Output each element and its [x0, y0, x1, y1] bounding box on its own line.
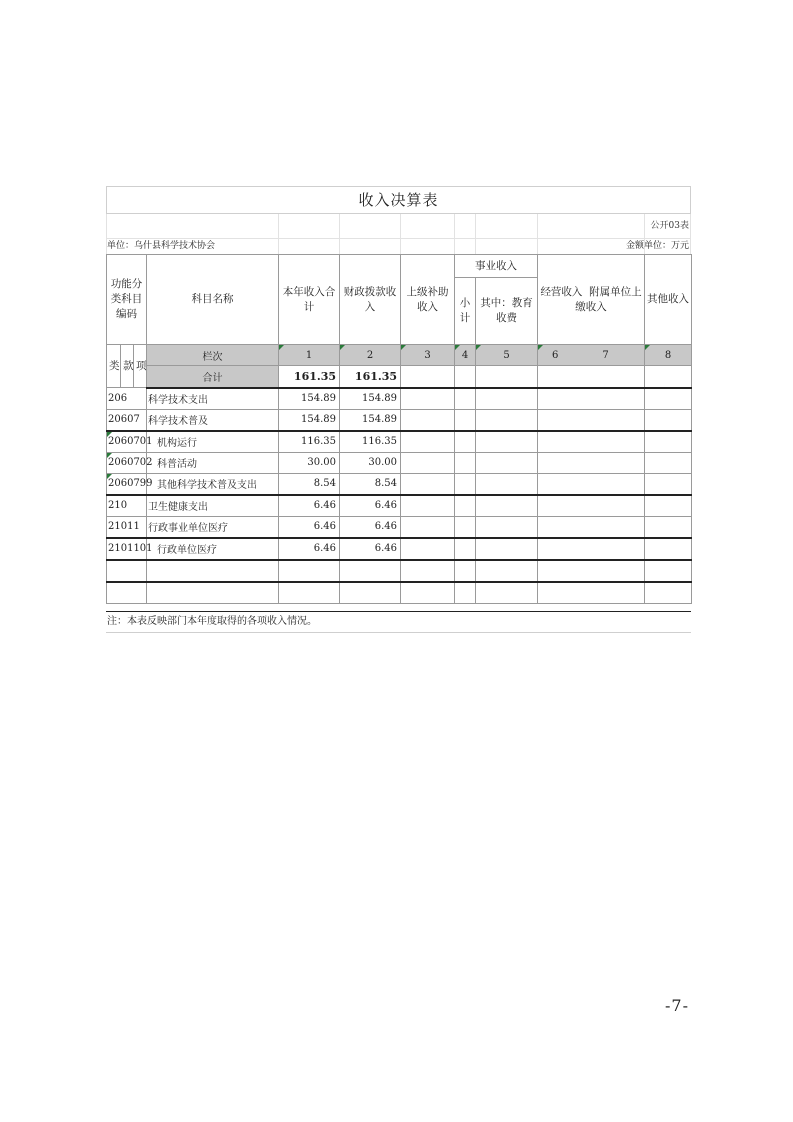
subject-name-header: 科目名称	[147, 255, 279, 345]
table-row	[107, 495, 692, 517]
total-income-value: 161.35	[279, 366, 340, 388]
cell-marker	[340, 345, 345, 350]
row-name: 行政事业单位医疗	[147, 516, 279, 538]
note-text: 注：本表反映部门本年度取得的各项收入情况。	[107, 616, 317, 627]
col-num-8: 8	[645, 345, 692, 366]
row-name: 行政单位医疗	[147, 538, 279, 560]
total-income-header: 本年收入合计	[279, 255, 340, 345]
table-row	[107, 473, 692, 495]
career-subtotal-header: 小计	[455, 278, 476, 345]
form-number: 公开03表	[650, 221, 689, 231]
income-table	[106, 254, 692, 604]
table-row	[107, 538, 692, 560]
row-name: 机构运行	[147, 431, 279, 453]
row-total: 30.00	[279, 452, 340, 473]
row-total: 8.54	[279, 473, 340, 495]
row-code: 2060799	[107, 473, 147, 495]
cell-marker	[401, 345, 406, 350]
career-edu-header: 其中：教育收费	[476, 278, 538, 345]
form-number-row	[106, 214, 691, 238]
row-total: 6.46	[279, 538, 340, 560]
table-row	[107, 516, 692, 538]
table-row	[107, 452, 692, 473]
row-code: 2060701	[107, 431, 147, 453]
col-num-3: 3	[401, 345, 455, 366]
cell-marker	[538, 345, 543, 350]
org-name: 单位：乌什县科学技术协会	[107, 241, 216, 251]
cell-marker	[476, 345, 481, 350]
fiscal-income-header: 财政拨款收入	[340, 255, 401, 345]
empty-row	[107, 560, 692, 582]
table-title: 收入决算表	[106, 186, 691, 214]
row-fiscal: 154.89	[340, 409, 401, 431]
row-fiscal: 8.54	[340, 473, 401, 495]
cell-marker	[455, 345, 460, 350]
kuan-header: 款	[121, 345, 134, 388]
empty-cell	[455, 366, 476, 388]
col-num-5: 5	[476, 345, 538, 366]
xiang-header: 项	[134, 345, 147, 388]
operating-affiliated-header	[538, 255, 645, 345]
empty-cell	[401, 366, 455, 388]
row-code: 2060702	[107, 452, 147, 473]
amount-unit: 金额单位：万元	[625, 241, 689, 251]
cell-marker	[107, 474, 112, 479]
row-code: 20607	[107, 409, 147, 431]
row-fiscal: 30.00	[340, 452, 401, 473]
lei-header: 类	[107, 345, 121, 388]
row-code: 210	[107, 495, 147, 517]
cell-marker	[645, 345, 650, 350]
col-num-4: 4	[455, 345, 476, 366]
empty-cell	[476, 366, 538, 388]
row-code: 2101101	[107, 538, 147, 560]
func-code-header: 功能分类科目编码	[107, 255, 147, 345]
other-income-header: 其他收入	[645, 255, 692, 345]
total-row	[107, 366, 692, 388]
row-total: 154.89	[279, 409, 340, 431]
col-num-1: 1	[279, 345, 340, 366]
column-label: 栏次	[147, 345, 279, 366]
row-code: 206	[107, 388, 147, 410]
table-row	[107, 431, 692, 453]
income-statement-sheet	[106, 186, 691, 632]
row-fiscal: 116.35	[340, 431, 401, 453]
table-row	[107, 409, 692, 431]
empty-cell	[645, 366, 692, 388]
col-num-7: 7	[602, 349, 609, 361]
org-row	[106, 238, 691, 254]
empty-row	[107, 582, 692, 604]
row-name: 卫生健康支出	[147, 495, 279, 517]
col-num-6: 6	[552, 349, 559, 361]
row-fiscal: 6.46	[340, 538, 401, 560]
cell-marker	[107, 432, 112, 437]
row-fiscal: 6.46	[340, 495, 401, 517]
column-number-row	[107, 345, 692, 366]
col-num-2: 2	[340, 345, 401, 366]
total-fiscal-value: 161.35	[340, 366, 401, 388]
total-label: 合计	[147, 366, 279, 388]
row-fiscal: 6.46	[340, 516, 401, 538]
row-total: 116.35	[279, 431, 340, 453]
row-total: 6.46	[279, 516, 340, 538]
career-income-header: 事业收入	[455, 255, 538, 278]
cell-marker	[107, 453, 112, 458]
row-code: 21011	[107, 516, 147, 538]
row-name: 科普活动	[147, 452, 279, 473]
superior-subsidy-header: 上级补助收入	[401, 255, 455, 345]
row-total: 154.89	[279, 388, 340, 410]
affiliated-income-header: 附属单位上缴收入	[575, 285, 642, 313]
row-total: 6.46	[279, 495, 340, 517]
cell-marker	[279, 345, 284, 350]
empty-cell	[538, 366, 645, 388]
table-note	[106, 611, 691, 633]
page-number: -7-	[665, 996, 689, 1015]
col-num-6-7	[538, 345, 645, 366]
row-name: 科学技术普及	[147, 409, 279, 431]
header-row-1	[107, 255, 692, 278]
operating-income-header: 经营收入	[540, 285, 583, 298]
table-row	[107, 388, 692, 410]
row-fiscal: 154.89	[340, 388, 401, 410]
row-name: 其他科学技术普及支出	[147, 473, 279, 495]
row-name: 科学技术支出	[147, 388, 279, 410]
